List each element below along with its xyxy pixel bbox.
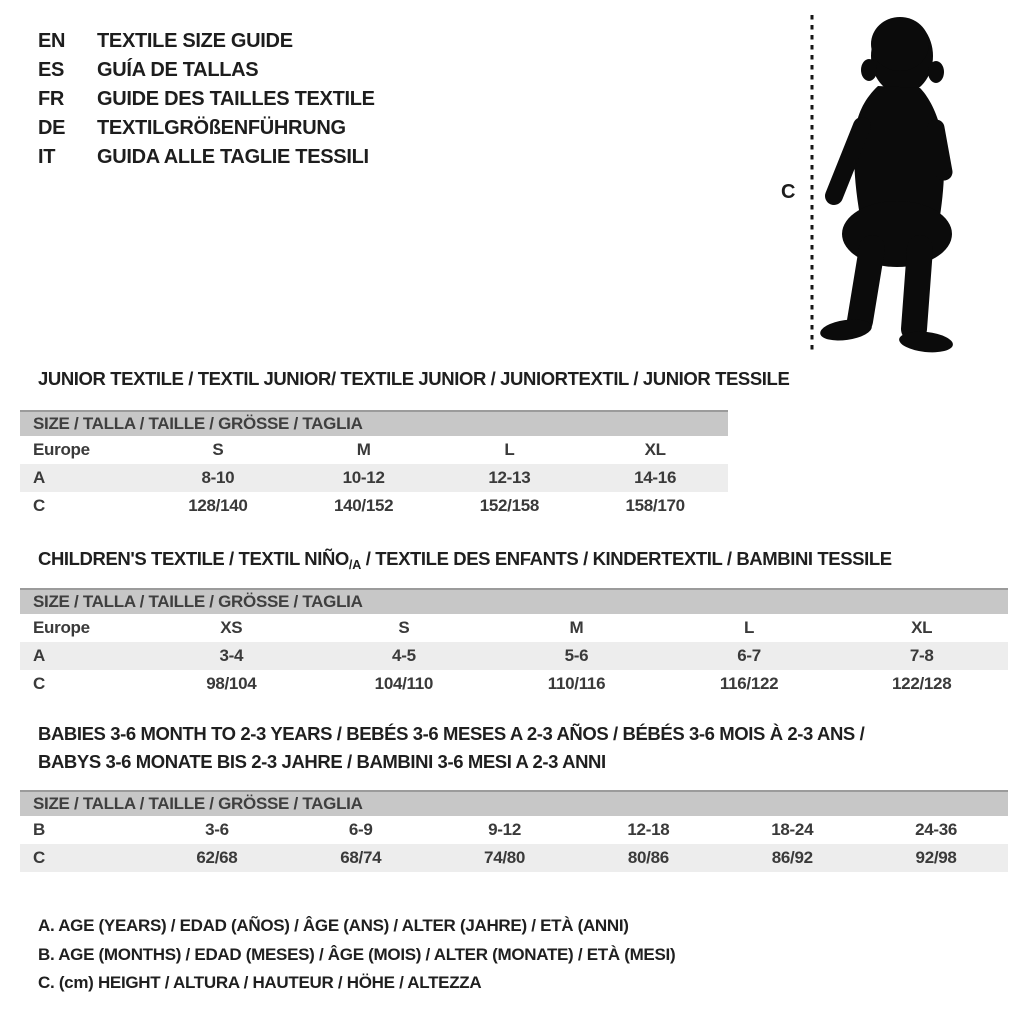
- row-label: A: [33, 646, 45, 665]
- size-cell: 62/68: [196, 848, 238, 867]
- size-cell: 68/74: [340, 848, 382, 867]
- children-section-title: [38, 548, 892, 570]
- size-cell: 86/92: [771, 848, 813, 867]
- size-cell: 80/86: [627, 848, 669, 867]
- lang-label: GUIDE DES TAILLES TEXTILE: [97, 88, 375, 110]
- table-row: [20, 436, 728, 464]
- lang-row-de: [38, 114, 375, 143]
- size-cell: 24-36: [915, 820, 958, 839]
- babies-title-line2: BABYS 3-6 MONATE BIS 2-3 JAHRE / BAMBINI 3-6 MESI A 2-3 ANNI: [38, 751, 606, 772]
- size-cell: 116/122: [719, 674, 779, 693]
- size-cell: 98/104: [206, 674, 257, 693]
- size-cell: 12-18: [627, 820, 670, 839]
- table-row: [20, 492, 728, 520]
- lang-row-en: [38, 27, 375, 56]
- footnote-c: C. (cm) HEIGHT / ALTURA / HAUTEUR / HÖHE / ALTEZZA: [38, 973, 482, 993]
- toddler-silhouette: [819, 17, 954, 355]
- table-row: [20, 464, 728, 492]
- size-cell: 18-24: [771, 820, 814, 839]
- junior-size-table: [20, 410, 728, 520]
- lang-code: FR: [38, 88, 65, 110]
- children-size-table: [20, 588, 1008, 698]
- lang-code: EN: [38, 30, 66, 52]
- children-title-subscript: /A: [348, 558, 362, 572]
- size-cell: XL: [644, 440, 666, 459]
- lang-label: TEXTILGRÖßENFÜHRUNG: [97, 117, 346, 139]
- lang-label: TEXTILE SIZE GUIDE: [97, 30, 293, 52]
- row-label: A: [33, 468, 45, 487]
- size-header-bar: SIZE / TALLA / TAILLE / GRÖSSE / TAGLIA: [20, 588, 1008, 614]
- size-cell: 6-7: [737, 646, 761, 665]
- size-cell: 8-10: [201, 468, 235, 487]
- size-cell: 4-5: [392, 646, 416, 665]
- size-cell: 152/158: [479, 496, 540, 515]
- table-row: [20, 614, 1008, 642]
- children-title-pre: CHILDREN'S TEXTILE / TEXTIL NIÑO: [38, 548, 349, 569]
- footnote-a: A. AGE (YEARS) / EDAD (AÑOS) / ÂGE (ANS) / ALTER (JAHRE) / ETÀ (ANNI): [38, 916, 629, 936]
- lang-row-it: [38, 143, 375, 172]
- language-guide: [38, 27, 375, 172]
- row-label: C: [33, 496, 45, 515]
- row-label: C: [33, 848, 45, 867]
- table-row: [20, 670, 1008, 698]
- row-label: C: [33, 674, 45, 693]
- toddler-silhouette-figure: [770, 8, 970, 358]
- footnote-b: B. AGE (MONTHS) / EDAD (MESES) / ÂGE (MOIS) / ALTER (MONATE) / ETÀ (MESI): [38, 944, 676, 964]
- size-cell: 122/128: [892, 674, 952, 693]
- size-cell: S: [398, 618, 410, 637]
- lang-code: ES: [38, 59, 65, 81]
- lang-row-es: [38, 56, 375, 85]
- children-title-post: / TEXTILE DES ENFANTS / KINDERTEXTIL / BAMBINI TESSILE: [361, 548, 892, 569]
- size-cell: 128/140: [188, 496, 248, 515]
- size-cell: 14-16: [634, 468, 677, 487]
- height-measure-label: C: [781, 181, 796, 203]
- lang-row-fr: [38, 85, 375, 114]
- size-cell: 74/80: [484, 848, 526, 867]
- table-row: [20, 844, 1008, 872]
- lang-code: DE: [38, 117, 66, 139]
- size-cell: L: [504, 440, 515, 459]
- size-cell: 5-6: [564, 646, 589, 665]
- row-label: B: [33, 820, 45, 839]
- size-cell: 3-4: [219, 646, 244, 665]
- size-header-bar: SIZE / TALLA / TAILLE / GRÖSSE / TAGLIA: [20, 790, 1008, 816]
- row-label: Europe: [33, 618, 90, 637]
- table-row: [20, 642, 1008, 670]
- babies-section-title: [38, 720, 864, 776]
- size-cell: 110/116: [547, 674, 606, 693]
- table-row: [20, 816, 1008, 844]
- size-cell: 158/170: [625, 496, 685, 515]
- size-cell: M: [356, 440, 371, 459]
- junior-section-title: JUNIOR TEXTILE / TEXTIL JUNIOR/ TEXTILE JUNIOR / JUNIORTEXTIL / JUNIOR TESSILE: [38, 368, 790, 389]
- size-cell: XS: [220, 618, 243, 637]
- lang-label: GUIDA ALLE TAGLIE TESSILI: [97, 146, 369, 168]
- size-cell: 3-6: [205, 820, 229, 839]
- size-cell: L: [744, 618, 755, 637]
- size-cell: XL: [911, 618, 933, 637]
- size-cell: 6-9: [348, 820, 373, 839]
- size-cell: 140/152: [333, 496, 394, 515]
- size-cell: 9-12: [488, 820, 521, 839]
- row-label: Europe: [33, 440, 90, 459]
- legend-footnotes: [38, 912, 675, 998]
- lang-label: GUÍA DE TALLAS: [97, 59, 259, 81]
- lang-code: IT: [38, 146, 56, 168]
- size-cell: 7-8: [909, 646, 934, 665]
- size-cell: S: [212, 440, 224, 459]
- size-cell: 10-12: [342, 468, 385, 487]
- size-cell: 12-13: [488, 468, 531, 487]
- size-header-bar: SIZE / TALLA / TAILLE / GRÖSSE / TAGLIA: [20, 410, 728, 436]
- size-cell: 104/110: [374, 674, 434, 693]
- size-cell: M: [569, 618, 584, 637]
- babies-title-line1: BABIES 3-6 MONTH TO 2-3 YEARS / BEBÉS 3-6 MESES A 2-3 AÑOS / BÉBÉS 3-6 MOIS À 2-3 ANS /: [38, 723, 865, 744]
- babies-size-table: [20, 790, 1008, 872]
- size-cell: 92/98: [915, 848, 957, 867]
